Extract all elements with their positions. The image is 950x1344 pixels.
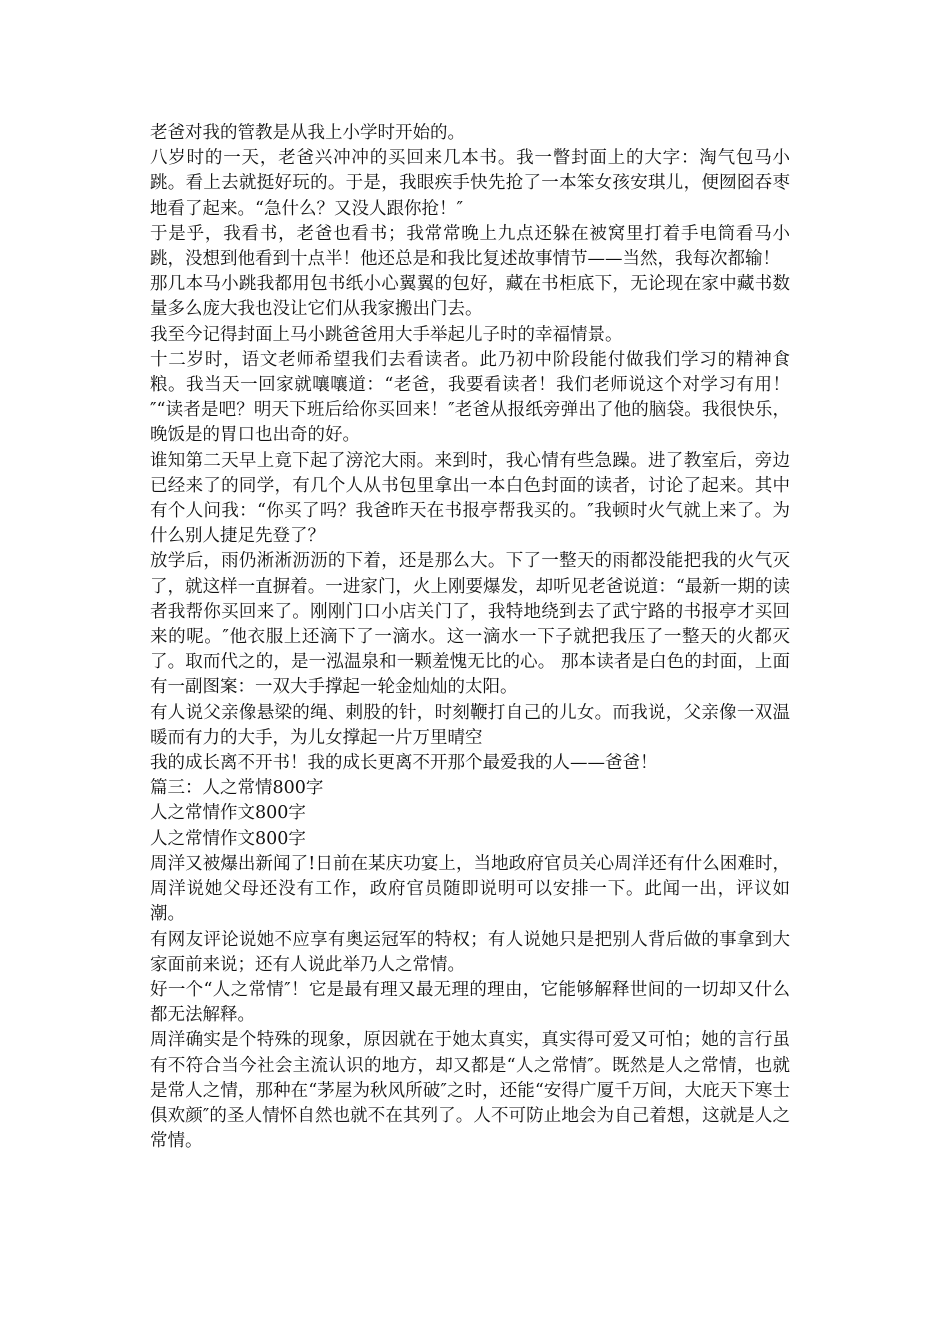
paragraph-8: 放学后，雨仍淅淅沥沥的下着，还是那么大。下了一整天的雨都没能把我的火气灭了，就这样一直摒着。一进家门，火上刚要爆发，却听见老爸说道：“最新一期的读者我帮你买回来了。刚刚门口小店关门了，我特地绕到去了武宁路的书报亭才买回来的呢。″他衣服上还滴下了一滴水。这一滴水一下子就把我压了一整天的火都灭了。取而代之的，是一泓温泉和一颗羞愧无比的心。 那本读者是白色的封面，上面有一副图案：一双大手撑起一轮金灿灿的太阳。 [150,551,790,698]
paragraph-15: 有网友评论说她不应享有奥运冠军的特权；有人说她只是把别人背后做的事拿到大家面前来说；还有人说此举乃人之常情。 [150,929,790,975]
paragraph-5: 我至今记得封面上马小跳爸爸用大手举起儿子时的幸福情景。 [150,324,623,345]
paragraph-2: 八岁时的一天，老爸兴冲冲的买回来几本书。我一瞥封面上的大字：淘气包马小跳。看上去就挺好玩的。于是，我眼疾手快先抢了一本笨女孩安琪儿，便囫囵吞枣地看了起来。“急什么？又没人跟你抢！″ [150,148,790,219]
section-heading: 篇三：人之常情800字 [150,778,324,799]
paragraph-14: 周洋又被爆出新闻了!日前在某庆功宴上，当地政府官员关心周洋还有什么困难时，周洋说她父母还没有工作，政府官员随即说明可以安排一下。此闻一出，评议如潮。 [150,853,790,925]
paragraph-10: 我的成长离不开书！我的成长更离不开那个最爱我的人——爸爸！ [150,753,658,774]
document-body [150,121,790,1154]
paragraph-16: 好一个“人之常情″！它是最有理又最无理的理由，它能够解释世间的一切却又什么都无法解释。 [150,979,790,1026]
paragraph-3: 于是乎，我看书，老爸也看书；我常常晚上九点还躲在被窝里打着手电筒看马小跳，没想到他看到十点半！他还总是和我比复述故事情节——当然，我每次都输！ [150,223,790,270]
paragraph-7: 谁知第二天早上竟下起了滂沱大雨。来到时，我心情有些急躁。进了教室后，旁边已经来了的同学，有几个人从书包里拿出一本白色封面的读者，讨论了起来。其中有个人问我：“你买了吗？我爸昨天在书报亭帮我买的。″我顿时火气就上来了。为什么别人捷足先登了？ [150,450,790,547]
paragraph-6: 十二岁时，语文老师希望我们去看读者。此乃初中阶段能付做我们学习的精神食粮。我当天一回家就嚷嚷道：“老爸，我要看读者！我们老师说这个对学习有用！″“读者是吧？明天下班后给你买回来！″老爸从报纸旁弹出了他的脑袋。我很快乐，晚饭是的胃口也出奇的好。 [150,349,790,446]
paragraph-9: 有人说父亲像悬梁的绳、刺股的针，时刻鞭打自己的儿女。而我说，父亲像一双温暖而有力的大手，为儿女撑起一片万里晴空 [150,702,790,748]
subtitle-2: 人之常情作文800字 [150,828,306,849]
paragraph-17: 周洋确实是个特殊的现象，原因就在于她太真实，真实得可爱又可怕；她的言行虽有不符合当今社会主流认识的地方，却又都是“人之常情″。既然是人之常情，也就是常人之情，那种在“茅屋为秋风所破″之时，还能“安得广厦千万间，大庇天下寒士俱欢颜″的圣人情怀自然也就不在其列了。人不可防止地会为自己着想，这就是人之常情。 [150,1030,790,1152]
subtitle-1: 人之常情作文800字 [150,803,306,824]
paragraph-4: 那几本马小跳我都用包书纸小心翼翼的包好，藏在书柜底下，无论现在家中藏书数量多么庞大我也没让它们从我家搬出门去。 [150,274,790,320]
paragraph-1: 老爸对我的管教是从我上小学时开始的。 [150,123,465,143]
